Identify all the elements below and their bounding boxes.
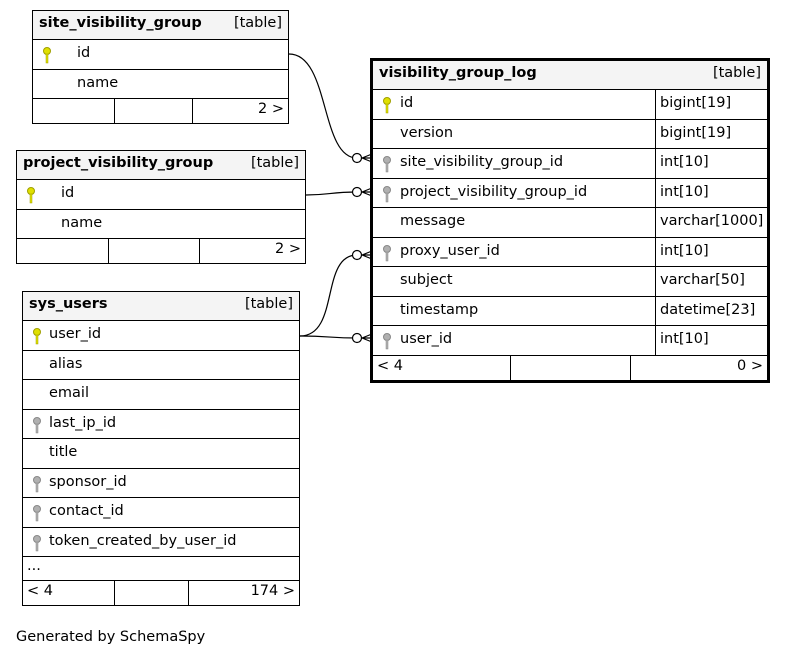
- column-name: sponsor_id: [49, 473, 127, 490]
- column-row[interactable]: [373, 326, 767, 356]
- column-row[interactable]: [373, 238, 767, 268]
- column-row[interactable]: [23, 439, 299, 469]
- table-project-visibility-group[interactable]: [16, 150, 306, 264]
- column-row[interactable]: [373, 90, 767, 120]
- column-row[interactable]: [23, 380, 299, 410]
- children-link[interactable]: 0 >: [737, 357, 763, 374]
- foreign-key-icon: [381, 155, 393, 173]
- column-row[interactable]: [23, 321, 299, 351]
- rel-site-visibility-group: [289, 54, 357, 158]
- children-link[interactable]: 2 >: [275, 241, 301, 257]
- column-row[interactable]: [17, 210, 305, 240]
- table-site-visibility-group[interactable]: [32, 10, 289, 124]
- column-type: varchar[50]: [655, 267, 770, 296]
- column-name: timestamp: [400, 301, 479, 318]
- column-type: int[10]: [655, 326, 770, 355]
- column-name: last_ip_id: [49, 414, 117, 431]
- primary-key-icon: [25, 186, 37, 204]
- column-row[interactable]: [373, 267, 767, 297]
- column-name: message: [400, 213, 466, 229]
- table-footer: [23, 581, 299, 605]
- rel-project-visibility-group: [306, 192, 357, 195]
- column-name: user_id: [400, 331, 453, 347]
- column-name: proxy_user_id: [400, 242, 500, 259]
- table-kind: [table]: [233, 15, 282, 31]
- column-type: bigint[19]: [655, 120, 770, 149]
- column-name: id: [61, 185, 75, 201]
- column-name: project_visibility_group_id: [400, 183, 588, 200]
- column-row[interactable]: [373, 179, 767, 209]
- column-row[interactable]: [373, 149, 767, 179]
- foreign-key-icon: [31, 534, 43, 552]
- table-footer: [373, 356, 767, 380]
- column-type: int[10]: [655, 179, 770, 208]
- column-type: int[10]: [655, 238, 770, 267]
- column-type: bigint[19]: [655, 90, 770, 119]
- table-name[interactable]: visibility_group_log: [379, 65, 537, 81]
- foreign-key-icon: [31, 475, 43, 493]
- table-visibility-group-log[interactable]: [370, 58, 770, 383]
- column-row[interactable]: [23, 410, 299, 440]
- column-name: id: [400, 95, 414, 111]
- table-name[interactable]: project_visibility_group: [23, 155, 214, 171]
- column-row[interactable]: [373, 208, 767, 238]
- table-footer: [33, 99, 288, 123]
- table-name[interactable]: sys_users: [29, 296, 108, 312]
- more-columns: ...: [23, 557, 299, 581]
- parents-link[interactable]: < 4: [27, 583, 53, 599]
- column-type: int[10]: [655, 149, 770, 178]
- column-row[interactable]: [23, 351, 299, 381]
- foreign-key-icon: [381, 185, 393, 203]
- table-kind: [table]: [244, 296, 293, 312]
- column-row[interactable]: [33, 40, 288, 70]
- column-name: user_id: [49, 326, 102, 342]
- primary-key-icon: [31, 327, 43, 345]
- column-name: name: [77, 74, 119, 91]
- column-name: id: [77, 45, 91, 61]
- generated-by-label: Generated by SchemaSpy: [16, 629, 206, 645]
- table-sys-users[interactable]: [22, 291, 300, 606]
- column-type: datetime[23]: [655, 297, 770, 326]
- column-name: token_created_by_user_id: [49, 532, 237, 549]
- table-kind: [table]: [250, 155, 299, 171]
- table-name[interactable]: site_visibility_group: [39, 15, 202, 31]
- foreign-key-icon: [31, 416, 43, 434]
- foreign-key-icon: [381, 244, 393, 262]
- column-name: alias: [49, 355, 83, 372]
- parents-link[interactable]: < 4: [377, 357, 403, 374]
- column-name: name: [61, 214, 103, 231]
- rel-user: [300, 336, 357, 338]
- column-row[interactable]: [23, 498, 299, 528]
- primary-key-icon: [381, 96, 393, 114]
- foreign-key-icon: [31, 504, 43, 522]
- table-kind: [table]: [712, 65, 761, 81]
- column-type: varchar[1000]: [655, 208, 770, 237]
- table-footer: [17, 239, 305, 263]
- children-link[interactable]: 2 >: [258, 101, 284, 117]
- column-name: email: [49, 385, 89, 401]
- rel-proxy-user: [300, 255, 357, 336]
- column-name: contact_id: [49, 503, 124, 519]
- column-row[interactable]: [23, 528, 299, 558]
- column-row[interactable]: [33, 70, 288, 100]
- column-name: site_visibility_group_id: [400, 154, 564, 170]
- children-link[interactable]: 174 >: [250, 583, 295, 599]
- column-row[interactable]: [17, 180, 305, 210]
- column-row[interactable]: [373, 297, 767, 327]
- column-row[interactable]: [373, 120, 767, 150]
- column-row[interactable]: [23, 469, 299, 499]
- primary-key-icon: [41, 46, 53, 64]
- column-name: version: [400, 124, 454, 141]
- column-name: subject: [400, 272, 453, 288]
- column-name: title: [49, 444, 78, 460]
- foreign-key-icon: [381, 332, 393, 350]
